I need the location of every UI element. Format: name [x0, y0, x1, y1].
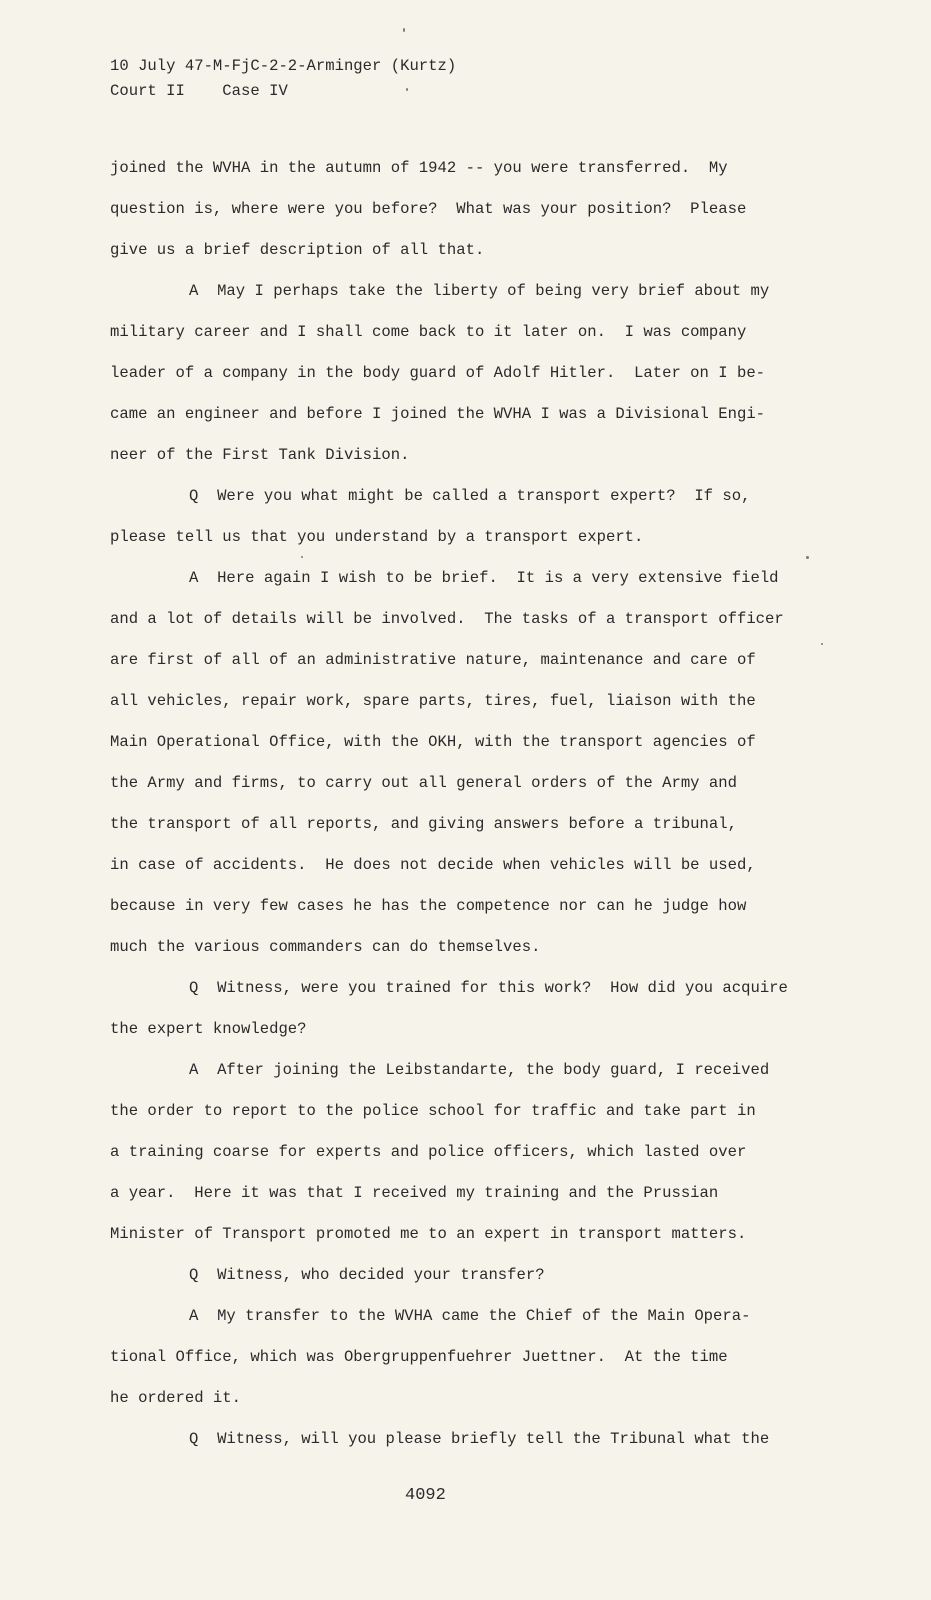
transcript-line: joined the WVHA in the autumn of 1942 -- you were transferred. My [110, 159, 728, 177]
transcript-line: leader of a company in the body guard of Adolf Hitler. Later on I be- [110, 364, 766, 382]
transcript-line: Q Witness, will you please briefly tell the Tribunal what the [189, 1430, 770, 1448]
transcript-line: please tell us that you understand by a transport expert. [110, 528, 644, 546]
transcript-line: the Army and firms, to carry out all general orders of the Army and [110, 774, 737, 792]
transcript-line: A May I perhaps take the liberty of being very brief about my [189, 282, 770, 300]
transcript-line: Main Operational Office, with the OKH, with the transport agencies of [110, 733, 756, 751]
transcript-line: the expert knowledge? [110, 1020, 307, 1038]
paper-speck [821, 643, 823, 645]
paper-speck [806, 556, 809, 559]
transcript-line: A My transfer to the WVHA came the Chief of the Main Opera- [189, 1307, 751, 1325]
transcript-line: Q Witness, were you trained for this work? How did you acquire [189, 979, 788, 997]
transcript-line: much the various commanders can do themselves. [110, 938, 541, 956]
transcript-line: neer of the First Tank Division. [110, 446, 410, 464]
paper-speck [403, 28, 405, 32]
transcript-line: A After joining the Leibstandarte, the body guard, I received [189, 1061, 770, 1079]
transcript-line: military career and I shall come back to it later on. I was company [110, 323, 747, 341]
transcript-line: all vehicles, repair work, spare parts, tires, fuel, liaison with the [110, 692, 756, 710]
document-header [110, 54, 456, 104]
transcript-line: are first of all of an administrative nature, maintenance and care of [110, 651, 756, 669]
transcript-line: a year. Here it was that I received my training and the Prussian [110, 1184, 719, 1202]
transcript-line: in case of accidents. He does not decide when vehicles will be used, [110, 856, 756, 874]
transcript-line: a training coarse for experts and police officers, which lasted over [110, 1143, 747, 1161]
header-session-line: 10 July 47-M-FjC-2-2-Arminger (Kurtz) [110, 57, 457, 75]
page-number: 4092 [405, 1486, 446, 1505]
paper-speck [301, 556, 303, 558]
header-court-line: Court II Case IV [110, 82, 288, 100]
transcript-line: Q Witness, who decided your transfer? [189, 1266, 545, 1284]
transcript-line: and a lot of details will be involved. The tasks of a transport officer [110, 610, 784, 628]
paper-speck [406, 88, 408, 91]
transcript-line: the transport of all reports, and giving answers before a tribunal, [110, 815, 737, 833]
transcript-line: came an engineer and before I joined the WVHA I was a Divisional Engi- [110, 405, 766, 423]
transcript-line: Q Were you what might be called a transport expert? If so, [189, 487, 751, 505]
transcript-line: give us a brief description of all that. [110, 241, 485, 259]
transcript-line: question is, where were you before? What was your position? Please [110, 200, 747, 218]
transcript-line: the order to report to the police school for traffic and take part in [110, 1102, 756, 1120]
transcript-line: A Here again I wish to be brief. It is a very extensive field [189, 569, 779, 587]
transcript-line: because in very few cases he has the competence nor can he judge how [110, 897, 747, 915]
transcript-line: he ordered it. [110, 1389, 242, 1407]
transcript-line: tional Office, which was Obergruppenfuehrer Juettner. At the time [110, 1348, 728, 1366]
transcript-line: Minister of Transport promoted me to an expert in transport matters. [110, 1225, 747, 1243]
